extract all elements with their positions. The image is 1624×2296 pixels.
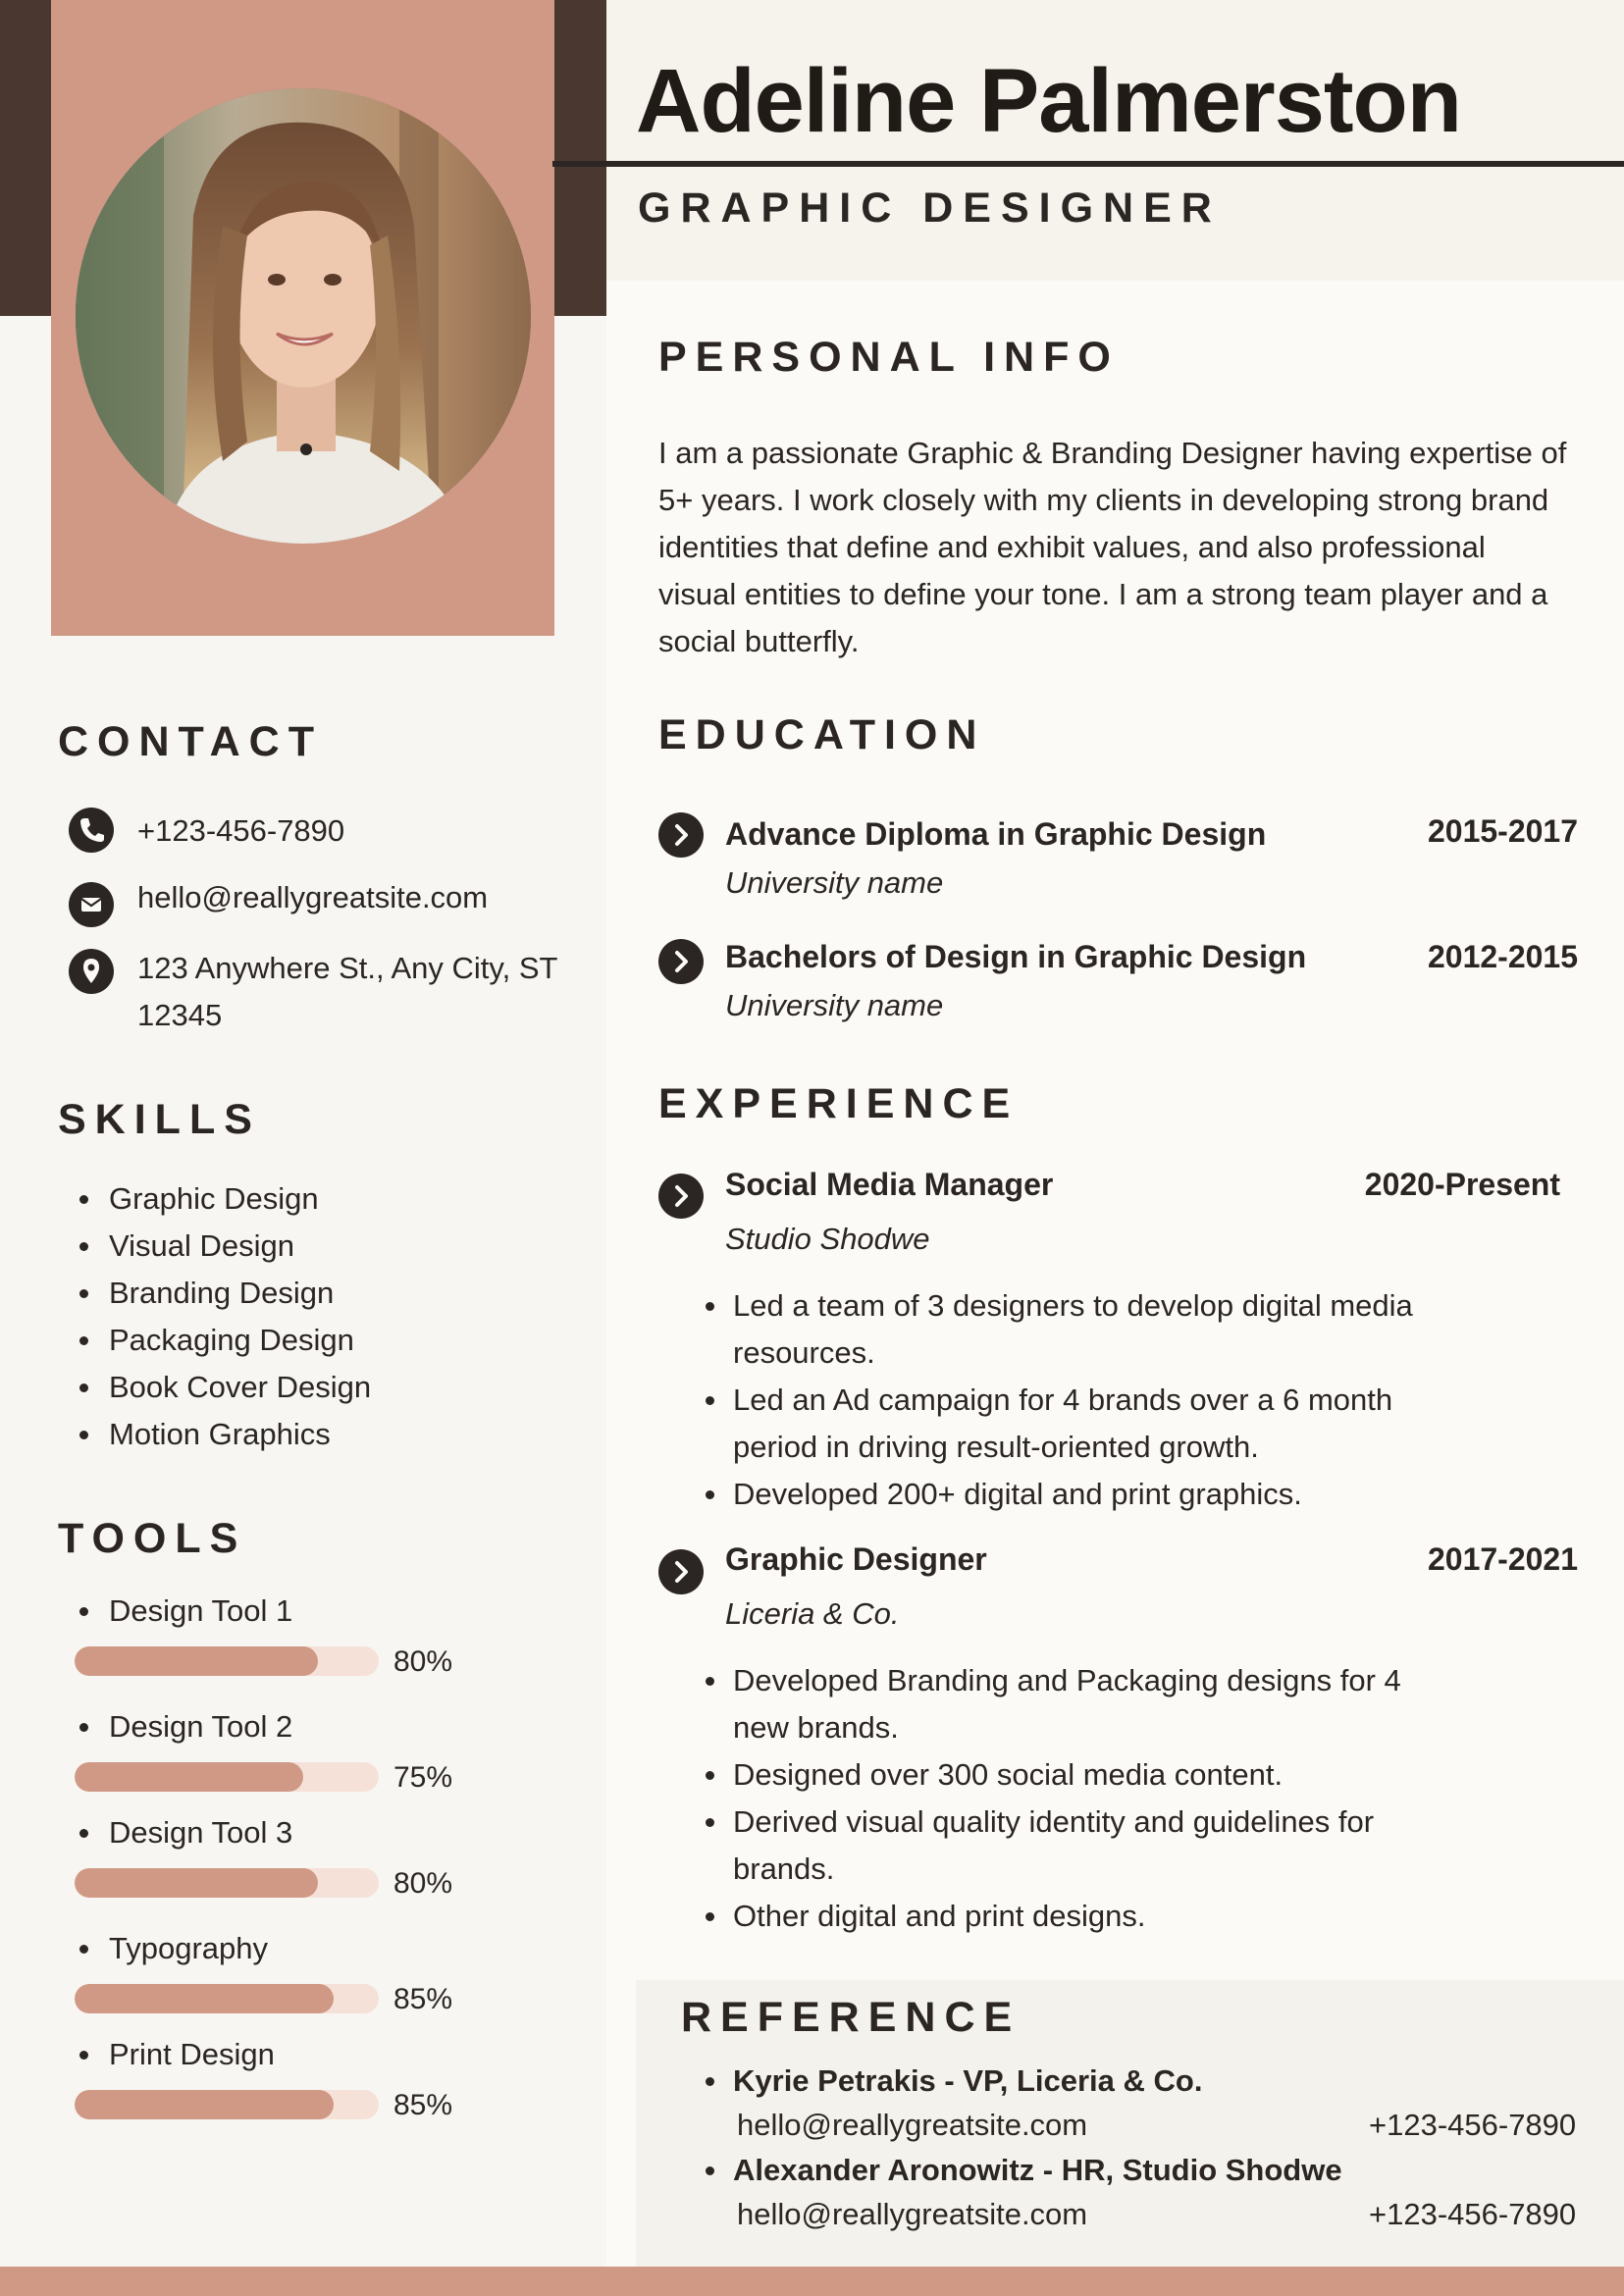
education-title: Bachelors of Design in Graphic Design [725,939,1307,974]
personal-info-heading: PERSONAL INFO [658,334,1120,381]
tool-progress-fill [75,2090,334,2119]
job-title: GRAPHIC DESIGNER [638,184,1222,232]
skill-item: Graphic Design [109,1175,371,1223]
experience-bullet: Other digital and print designs. [733,1893,1440,1940]
chevron-right-icon [658,812,704,858]
experience-bullets [733,1657,1440,1940]
education-institution: University name [725,865,944,900]
skill-item: Branding Design [109,1270,371,1317]
tool-progress-bar [75,2090,379,2119]
experience-bullet: Developed 200+ digital and print graphics. [733,1471,1440,1518]
experience-bullets [733,1282,1440,1518]
reference-heading: REFERENCE [681,1994,1022,2041]
tool-name: Typography [109,1929,268,1968]
tool-percent: 75% [393,1761,453,1794]
reference-title: - VP, Liceria & Co. [935,2063,1203,2098]
tool-name: Design Tool 1 [109,1592,292,1631]
header-divider [552,161,1624,167]
profile-photo [76,88,531,544]
tool-name: Print Design [109,2035,275,2074]
skills-list [109,1175,371,1458]
chevron-right-icon [658,1549,704,1594]
tool-name: Design Tool 2 [109,1707,292,1747]
skills-heading: SKILLS [58,1096,261,1143]
tool-item [109,1707,521,1805]
experience-heading: EXPERIENCE [658,1080,1020,1127]
tool-percent: 80% [393,1867,453,1900]
phone-number[interactable]: +123-456-7890 [137,813,345,848]
tool-name: Design Tool 3 [109,1813,292,1852]
address-line-1: 123 Anywhere St., Any City, ST [137,951,558,985]
experience-bullet: Developed Branding and Packaging designs for 4 new brands. [733,1657,1440,1751]
experience-bullet: Designed over 300 social media content. [733,1751,1440,1799]
experience-years: 2017-2021 [1427,1541,1578,1577]
education-title: Advance Diploma in Graphic Design [725,816,1267,852]
candidate-name: Adeline Palmerston [636,51,1461,151]
contact-email [69,880,579,927]
skill-item: Book Cover Design [109,1364,371,1411]
phone-icon [69,808,114,853]
tool-progress-bar [75,1646,379,1676]
tool-percent: 80% [393,1645,453,1678]
experience-bullet: Derived visual quality identity and guidelines for brands. [733,1799,1440,1893]
tool-percent: 85% [393,1983,453,2015]
tool-item [109,1813,521,1911]
email-address[interactable]: hello@reallygreatsite.com [137,880,489,914]
tools-heading: TOOLS [58,1515,247,1562]
reference-entry [733,2149,1342,2192]
reference-name: Kyrie Petrakis [733,2063,936,2098]
profile-photo-illustration [76,88,531,544]
experience-role: Graphic Designer [725,1541,987,1577]
reference-name: Alexander Aronowitz [733,2153,1035,2187]
tool-item [109,2035,521,2133]
experience-bullet: Led a team of 3 designers to develop digital media resources. [733,1282,1440,1377]
chevron-right-icon [658,1174,704,1219]
tool-progress-fill [75,1762,303,1792]
mail-icon [69,882,114,927]
tool-progress-fill [75,1984,334,2013]
experience-role: Social Media Manager [725,1167,1054,1202]
tool-progress-fill [75,1646,318,1676]
tool-item [109,1929,521,2027]
contact-phone [69,808,579,855]
experience-bullet: Led an Ad campaign for 4 brands over a 6 month period in driving result-oriented growth. [733,1377,1440,1471]
bio-text: I am a passionate Graphic & Branding Designer having expertise of 5+ years. I work closely with my clients in developing strong brand identities that define and exhibit values, and also professional visual entities to define your tone. I am a strong team player and a social butterfly. [658,436,1567,658]
education-heading: EDUCATION [658,711,986,758]
location-pin-icon [69,949,114,994]
tool-progress-bar [75,1762,379,1792]
reference-email[interactable]: hello@reallygreatsite.com [737,2108,1088,2142]
tool-percent: 85% [393,2089,453,2121]
reference-title: - HR, Studio Shodwe [1034,2153,1342,2187]
skill-item: Packaging Design [109,1317,371,1364]
experience-years: 2020-Present [1364,1167,1560,1202]
education-years: 2015-2017 [1427,813,1578,849]
contact-heading: CONTACT [58,718,324,765]
skill-item: Visual Design [109,1223,371,1270]
reference-phone[interactable]: +123-456-7890 [1369,2197,1577,2231]
tool-progress-fill [75,1868,318,1898]
education-institution: University name [725,988,944,1022]
experience-company: Studio Shodwe [725,1222,930,1256]
reference-phone[interactable]: +123-456-7890 [1369,2108,1577,2142]
experience-company: Liceria & Co. [725,1596,900,1631]
reference-email[interactable]: hello@reallygreatsite.com [737,2197,1088,2231]
chevron-right-icon [658,939,704,984]
contact-address [69,945,579,1039]
skill-item: Motion Graphics [109,1411,371,1458]
footer-bar [0,2267,1624,2296]
tool-progress-bar [75,1868,379,1898]
reference-entry [733,2060,1202,2103]
tool-item [109,1592,521,1690]
address-line-2: 12345 [137,998,223,1032]
tool-progress-bar [75,1984,379,2013]
education-years: 2012-2015 [1427,939,1578,974]
